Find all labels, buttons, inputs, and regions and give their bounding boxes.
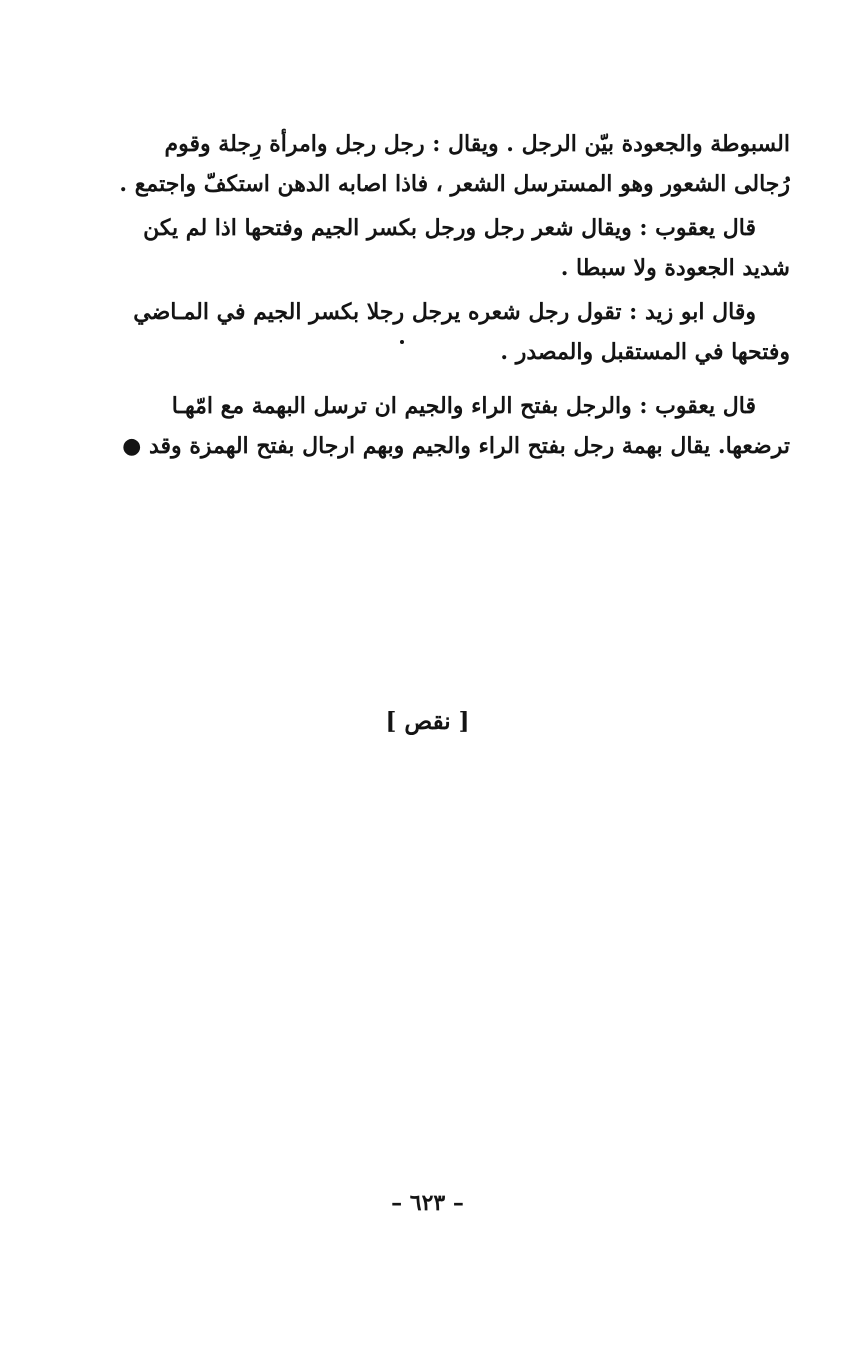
- paragraph-3-line-2: وفتحها في المستقبل والمصدر .: [500, 339, 790, 365]
- paragraph-4-line-2: ترضعها. يقال بهمة رجل بفتح الراء والجيم وبهم ارجال بفتح الهمزة وقد ●: [122, 433, 790, 459]
- paragraph-2-line-1: قال يعقوب : ويقال شعر رجل ورجل بكسر الجيم وفتحها اذا لم يكن: [143, 215, 756, 241]
- paragraph-2: [110, 208, 790, 288]
- ink-dot: [400, 340, 404, 344]
- paragraph-4-line-1: قال يعقوب : والرجل بفتح الراء والجيم ان ترسل البهمة مع امّهـا: [171, 393, 756, 419]
- paragraph-3: [110, 292, 790, 372]
- paragraph-1: [110, 124, 790, 204]
- paragraph-2-line-2: شديد الجعودة ولا سبطا .: [560, 255, 790, 281]
- page-number: – ٦٢٣ –: [391, 1190, 464, 1216]
- paragraph-1-line-2: رُجالى الشعور وهو المسترسل الشعر ، فاذا اصابه الدهن استكفّ واجتمع .: [119, 171, 790, 197]
- paragraph-4: [110, 386, 790, 466]
- paragraph-3-line-1: وقال ابو زيد : تقول رجل شعره يرجل رجلا بكسر الجيم في المـاضي: [133, 299, 756, 325]
- missing-text-note: [ نقص ]: [385, 708, 470, 735]
- paragraph-1-line-1: السبوطة والجعودة بيّن الرجل . ويقال : رجل رجل وامرأة رِجلة وقوم: [164, 131, 790, 157]
